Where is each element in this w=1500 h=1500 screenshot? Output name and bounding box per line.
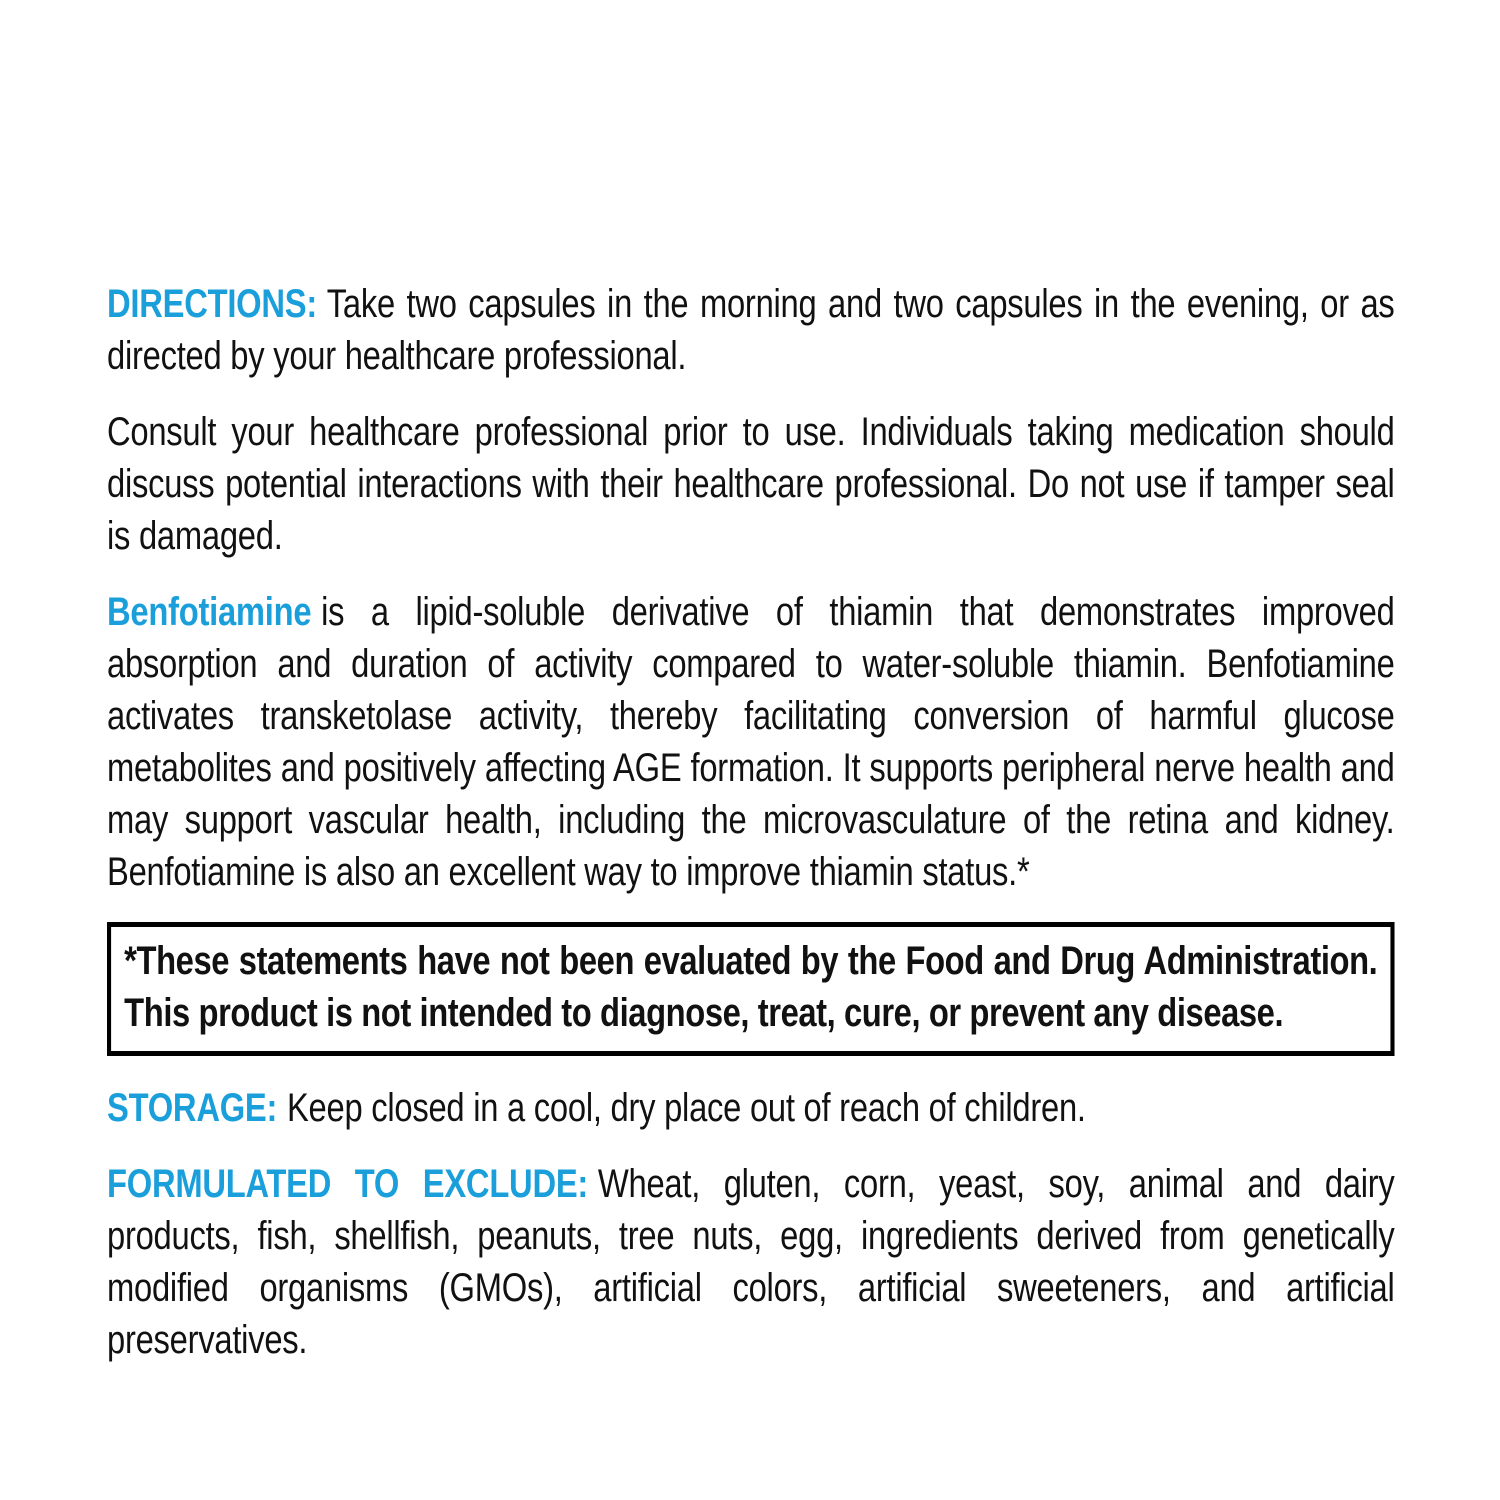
benfotiamine-text: is a lipid-soluble derivative of thiamin that demonstrates improved absorption and duration of activity compared to water-soluble thiamin. Benfotiamine activates transketolase activity, thereby facilitating conversion of harmful glucose metabolites and positively affecting AGE formation. It supports peripheral nerve health and may support vascular health, including the microvasculature of the retina and kidney. Benfotiamine is also an excellent way to improve thiamin status.* [107, 590, 1395, 894]
fda-disclaimer-text: *These statements have not been evaluated by the Food and Drug Administration. This product is not intended to diagnose, treat, cure, or prevent any disease. [124, 939, 1378, 1035]
storage-text: Keep closed in a cool, dry place out of reach of children. [286, 1086, 1086, 1130]
formulated-heading: FORMULATED TO EXCLUDE: [107, 1162, 589, 1206]
directions-text: Take two capsules in the morning and two capsules in the evening, or as directed by your healthcare professional. [107, 282, 1395, 378]
formulated-paragraph [107, 1158, 1395, 1366]
storage-heading: STORAGE: [107, 1086, 278, 1130]
consult-paragraph [107, 406, 1395, 562]
storage-paragraph [107, 1082, 1395, 1134]
benfotiamine-heading: Benfotiamine [107, 590, 312, 634]
formulated-text: Wheat, gluten, corn, yeast, soy, animal and dairy products, fish, shellfish, peanuts, tree nuts, egg, ingredients derived from genetically modified organisms (GMOs), artificial colors, artificial sweeteners, and artificial preservatives. [107, 1162, 1395, 1362]
directions-heading: DIRECTIONS: [107, 282, 317, 326]
directions-paragraph [107, 278, 1395, 382]
benfotiamine-paragraph [107, 586, 1395, 898]
fda-disclaimer-box [107, 922, 1395, 1056]
label-content-column [107, 278, 1395, 1366]
consult-text: Consult your healthcare professional prior to use. Individuals taking medication should discuss potential interactions with their healthcare professional. Do not use if tamper seal is damaged. [107, 410, 1395, 558]
